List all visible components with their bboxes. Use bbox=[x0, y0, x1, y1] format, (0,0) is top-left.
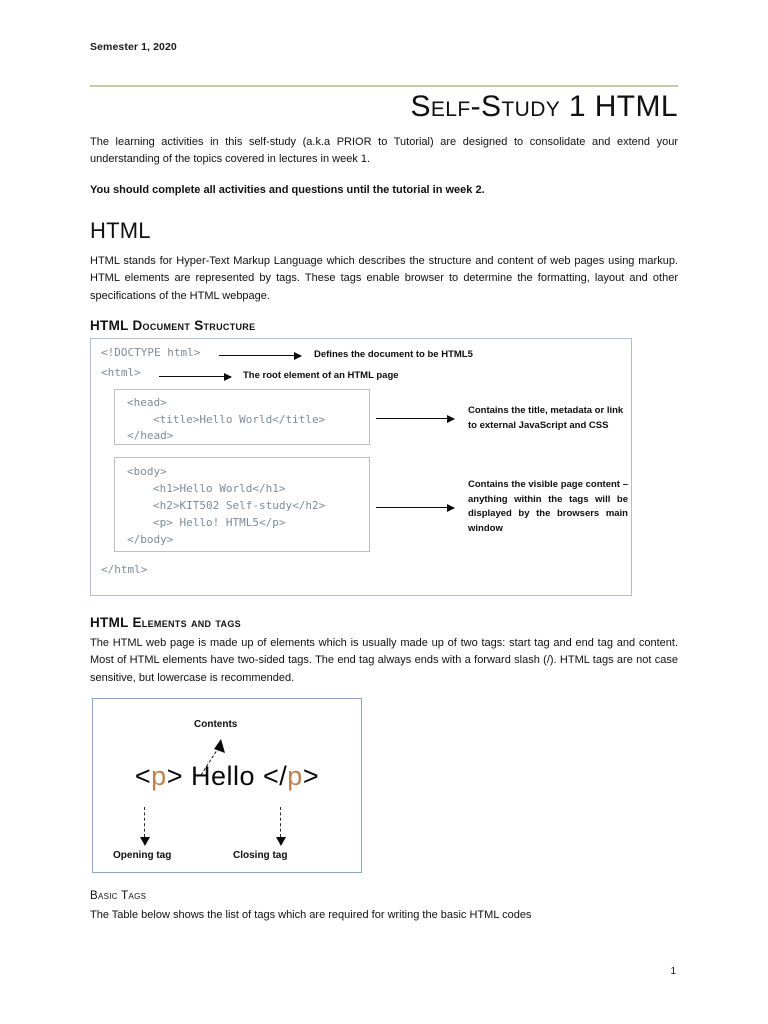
annotation-head: Contains the title, metadata or link to external JavaScript and CSS bbox=[468, 405, 624, 431]
closing-tag-arrow-icon bbox=[280, 807, 281, 837]
section-heading-elements-tags: HTML Elements and tags bbox=[90, 615, 241, 630]
head-code-block bbox=[114, 389, 370, 445]
tag-open-close: > bbox=[166, 761, 191, 791]
tag-open-bracket: < bbox=[134, 761, 152, 791]
code-h1: <h1>Hello World</h1> bbox=[153, 482, 286, 495]
intro-paragraph: The learning activities in this self-study (a.k.a PRIOR to Tutorial) are designed to consolidate and extend your understanding of the topics covered in lectures in week 1. bbox=[90, 136, 678, 166]
code-h2: <h2>KIT502 Self-study</h2> bbox=[153, 499, 326, 512]
page-number: 1 bbox=[670, 966, 676, 977]
header-divider bbox=[90, 85, 678, 87]
document-structure-diagram bbox=[90, 338, 632, 596]
section-heading-basic-tags: Basic Tags bbox=[90, 890, 147, 902]
code-head-close: </head> bbox=[127, 429, 174, 442]
annotation-html: The root element of an HTML page bbox=[243, 370, 399, 381]
code-head-open: <head> bbox=[127, 396, 167, 409]
arrow-html bbox=[159, 376, 231, 377]
body-code-block bbox=[114, 457, 370, 552]
code-p: <p> Hello! HTML5</p> bbox=[153, 516, 286, 529]
tag-close-end: > bbox=[302, 761, 320, 791]
annotation-doctype: Defines the document to be HTML5 bbox=[314, 349, 473, 360]
tag-open-name: p bbox=[151, 761, 167, 791]
page-title: Self-Study 1 HTML bbox=[410, 90, 678, 123]
semester-label: Semester 1, 2020 bbox=[90, 41, 177, 53]
elements-section-paragraph: The HTML web page is made up of elements which is usually made up of two tags: start tag and end tag and content. Most of HTML elements have two-sided tags. The end tag always ends with a forward slash (/). HTML tags are not case sensitive, but lowercase is recommended. bbox=[90, 637, 678, 684]
opening-tag-arrow-icon bbox=[144, 807, 145, 837]
opening-tag-label: Opening tag bbox=[113, 850, 172, 861]
section-heading-document-structure: HTML Document Structure bbox=[90, 318, 256, 333]
code-html-open: <html> bbox=[101, 366, 141, 379]
section-heading-html: HTML bbox=[90, 218, 151, 243]
tag-content-text: Hello bbox=[190, 761, 264, 791]
arrow-doctype bbox=[219, 355, 301, 356]
closing-tag-label: Closing tag bbox=[233, 850, 288, 861]
code-body-close: </body> bbox=[127, 533, 174, 546]
arrow-body bbox=[376, 507, 454, 508]
tag-anatomy-diagram bbox=[92, 698, 362, 873]
contents-label: Contents bbox=[194, 719, 238, 730]
code-title: <title>Hello World</title> bbox=[153, 413, 326, 426]
code-doctype: <!DOCTYPE html> bbox=[101, 346, 201, 359]
basic-tags-paragraph: The Table below shows the list of tags which are required for writing the basic HTML codes bbox=[90, 909, 532, 921]
tag-close-name: p bbox=[287, 761, 303, 791]
intro-instruction: You should complete all activities and questions until the tutorial in week 2. bbox=[90, 184, 485, 196]
code-html-close: </html> bbox=[101, 563, 148, 576]
tag-example-text bbox=[93, 761, 361, 792]
tag-close-bracket: </ bbox=[263, 761, 288, 791]
arrow-head bbox=[376, 418, 454, 419]
annotation-body: Contains the visible page content – anything within the tags will be displayed by the browsers main window bbox=[468, 479, 628, 535]
code-body-open: <body> bbox=[127, 465, 167, 478]
html-section-paragraph: HTML stands for Hyper-Text Markup Language which describes the structure and content of web pages using markup. HTML elements are represented by tags. These tags enable browser to determine the formatting, layout and other specifications of the HTML webpage. bbox=[90, 255, 678, 302]
